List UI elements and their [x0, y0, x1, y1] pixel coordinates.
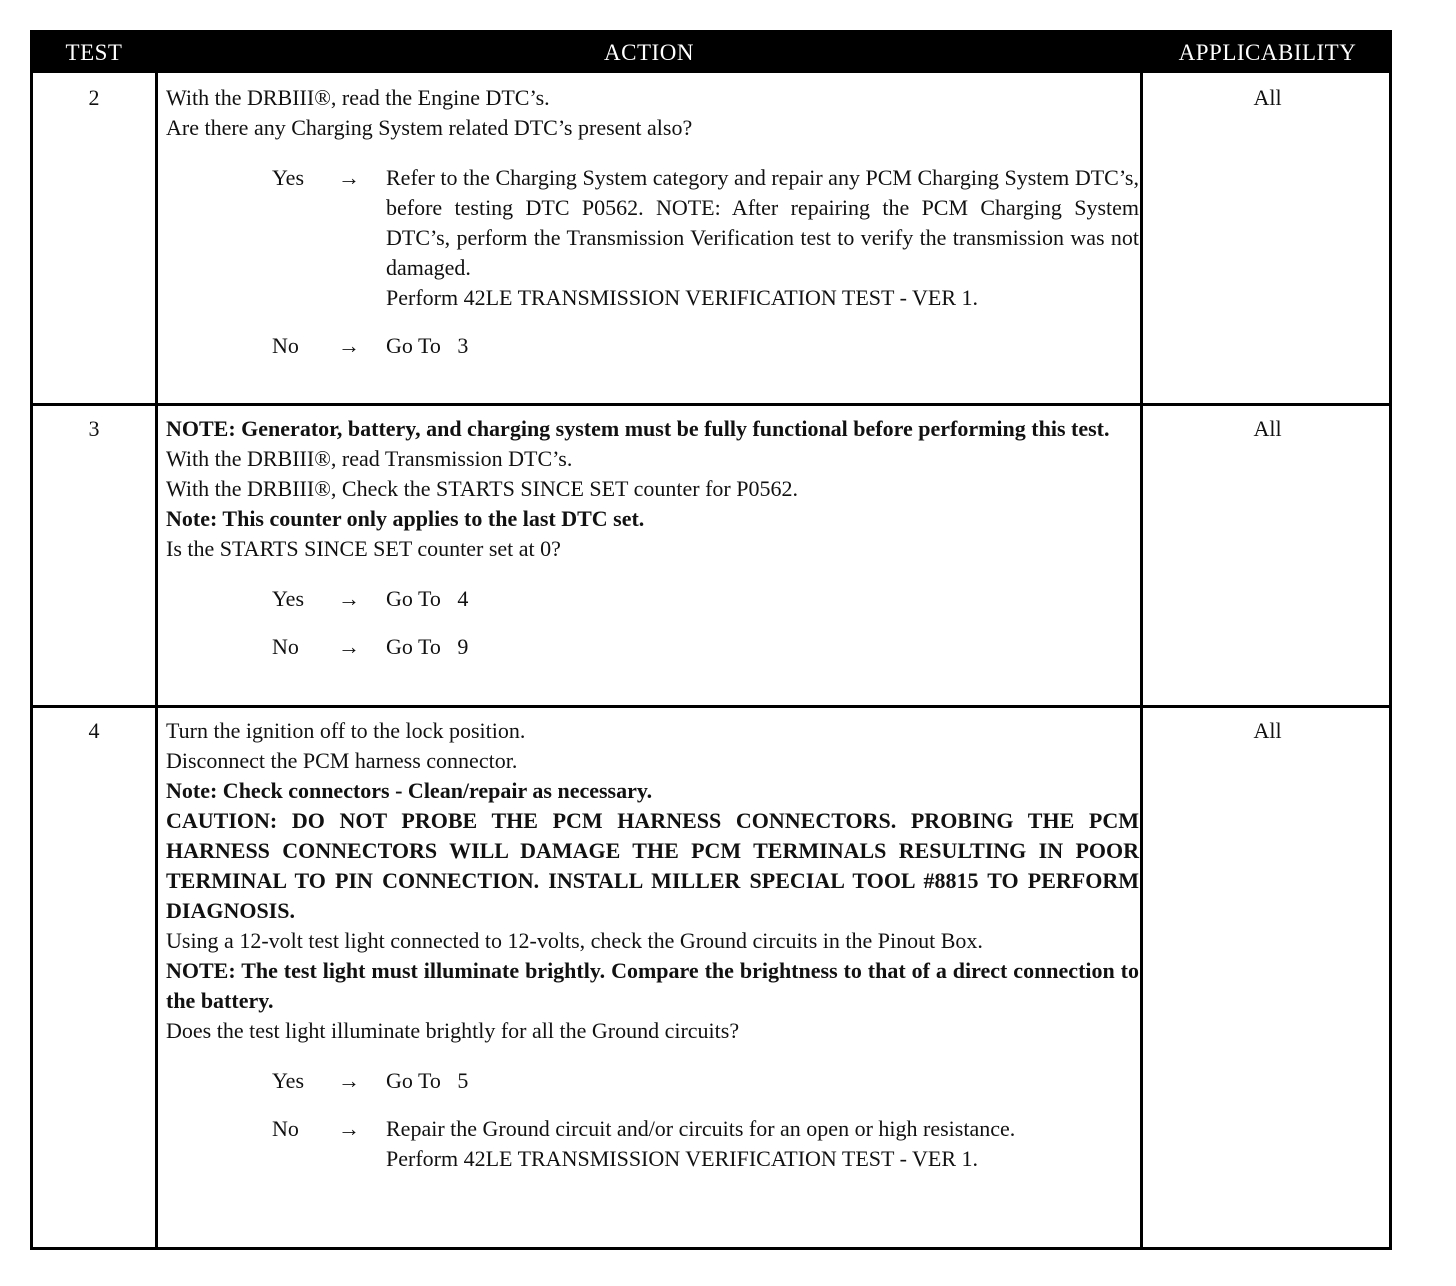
yes-label: Yes: [272, 586, 305, 611]
arrow-icon: →: [338, 634, 360, 659]
yes-action: Go To 4: [386, 586, 469, 611]
action-line: With the DRBIII®, Check the STARTS SINCE SET counter for P0562.: [166, 476, 798, 501]
no-label: No: [272, 634, 299, 659]
yes-label: Yes: [272, 1068, 305, 1093]
arrow-icon: →: [338, 165, 360, 190]
no-action-verification: Perform 42LE TRANSMISSION VERIFICATION TEST - VER 1.: [386, 1146, 978, 1171]
no-label: No: [272, 333, 299, 358]
no-label: No: [272, 1116, 299, 1141]
action-text: [166, 414, 1139, 662]
yes-action: Go To 5: [386, 1068, 469, 1093]
action-line: Turn the ignition off to the lock position.: [166, 718, 526, 743]
table-header: [33, 33, 1389, 73]
table-row: [33, 73, 1389, 403]
action-text: [166, 716, 1139, 1174]
action-text: [166, 83, 1139, 361]
diagnostic-table: [30, 30, 1392, 1250]
no-action: Repair the Ground circuit and/or circuits for an open or high resistance.: [386, 1116, 1016, 1141]
test-number: 2: [88, 85, 100, 110]
action-line: With the DRBIII®, read Transmission DTC’s.: [166, 446, 573, 471]
yes-response: [166, 584, 1139, 614]
yes-label: Yes: [272, 165, 305, 190]
no-response: [166, 632, 1139, 662]
header-test: TEST: [65, 40, 123, 65]
action-line: Are there any Charging System related DTC’s present also?: [166, 115, 693, 140]
arrow-icon: →: [338, 586, 360, 611]
arrow-icon: →: [338, 1068, 360, 1093]
yes-action-verification: Perform 42LE TRANSMISSION VERIFICATION TEST - VER 1.: [386, 285, 978, 310]
action-line: Is the STARTS SINCE SET counter set at 0?: [166, 536, 561, 561]
test-number: 4: [88, 718, 100, 743]
arrow-icon: →: [338, 333, 360, 358]
note-text: NOTE: The test light must illuminate brightly. Compare the brightness to that of a direct connection to the battery.: [166, 958, 1139, 1013]
header-applicability: APPLICABILITY: [1178, 40, 1357, 65]
note-text: NOTE: Generator, battery, and charging system must be fully functional before performing this test.: [166, 416, 1110, 441]
no-response: [166, 1114, 1139, 1174]
applicability-value: All: [1253, 718, 1282, 743]
table-row: [33, 708, 1389, 1247]
yes-response: [166, 1066, 1139, 1096]
action-line: With the DRBIII®, read the Engine DTC’s.: [166, 85, 550, 110]
yes-action: Refer to the Charging System category and repair any PCM Charging System DTC’s, before testing DTC P0562. NOTE: After repairing the PCM Charging System DTC’s, perform the Transmission Verification test to verify the transmission was not damaged.: [386, 165, 1139, 280]
table-row: [33, 406, 1389, 705]
no-action: Go To 3: [386, 333, 469, 358]
test-number: 3: [88, 416, 100, 441]
yes-response: [166, 163, 1139, 313]
action-line: Using a 12-volt test light connected to 12-volts, check the Ground circuits in the Pinout Box.: [166, 928, 983, 953]
note-text: Note: Check connectors - Clean/repair as necessary.: [166, 778, 653, 803]
no-action: Go To 9: [386, 634, 469, 659]
header-action: ACTION: [604, 40, 694, 65]
applicability-value: All: [1253, 85, 1282, 110]
arrow-icon: →: [338, 1116, 360, 1141]
applicability-value: All: [1253, 416, 1282, 441]
caution-text: CAUTION: DO NOT PROBE THE PCM HARNESS CONNECTORS. PROBING THE PCM HARNESS CONNECTORS WILL DAMAGE THE PCM TERMINALS RESULTING IN POOR TERMINAL TO PIN CONNECTION. INSTALL MILLER SPECIAL TOOL #8815 TO PERFORM DIAGNOSIS.: [166, 808, 1139, 923]
no-response: [166, 331, 1139, 361]
note-text: Note: This counter only applies to the last DTC set.: [166, 506, 645, 531]
action-line: Does the test light illuminate brightly for all the Ground circuits?: [166, 1018, 740, 1043]
action-line: Disconnect the PCM harness connector.: [166, 748, 518, 773]
